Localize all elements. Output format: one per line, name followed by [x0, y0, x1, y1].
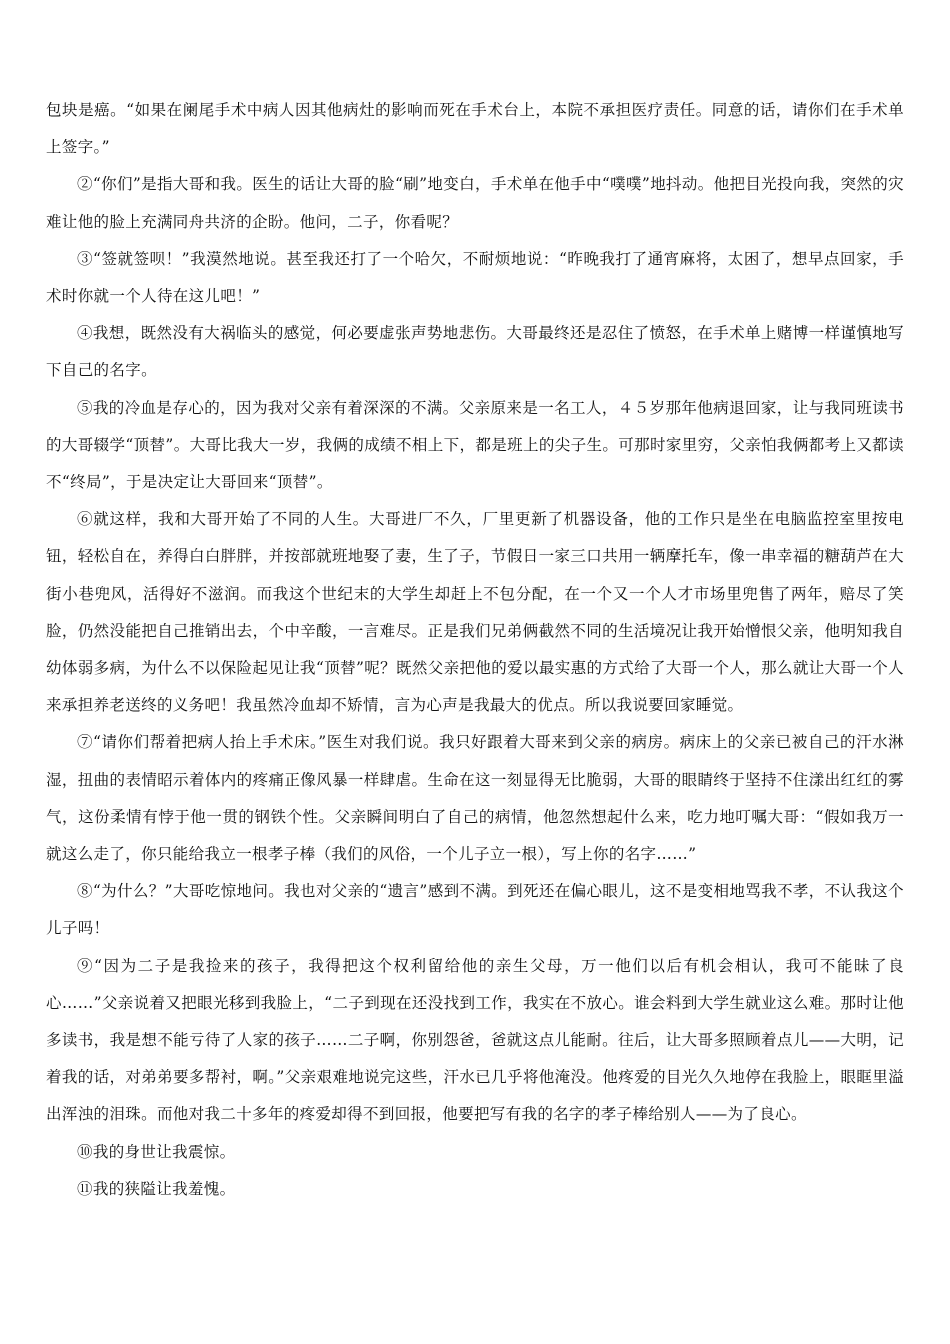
- paragraph-11: ⑪我的狭隘让我羞愧。: [77, 1179, 236, 1198]
- paragraph-8: ⑧“为什么？”大哥吃惊地问。我也对父亲的“遗言”感到不满。到死还在偏心眼儿，这不是变相地骂我不孝，不认我这个儿子吗！: [46, 882, 904, 938]
- paragraph-9: ⑨“因为二子是我捡来的孩子，我得把这个权利留给他的亲生父母，万一他们以后有机会相认，我可不能昧了良心……”父亲说着又把眼光移到我脸上，“二子到现在还没找到工作，我实在不放心。谁会料到大学生就业这么难。那时让他多读书，我是想不能亏待了人家的孩子……二子啊，你别怨爸，爸就这点儿能耐。往后，让大哥多照顾着点儿——大明，记着我的话，对弟弟要多帮衬，啊。”父亲艰难地说完这些，汗水已几乎将他淹没。他疼爱的目光久久地停在我脸上，眼眶里溢出浑浊的泪珠。而他对我二十多年的疼爱却得不到回报，他要把写有我的名字的孝子棒给别人——为了良心。: [46, 956, 904, 1124]
- paragraph-7: ⑦“请你们帮着把病人抬上手术床。”医生对我们说。我只好跟着大哥来到父亲的病房。病床上的父亲已被自己的汗水淋湿，扭曲的表情昭示着体内的疼痛正像风暴一样肆虐。生命在这一刻显得无比脆弱，大哥的眼睛终于坚持不住漾出红红的雾气，这份柔情有悖于他一贯的钢铁个性。父亲瞬间明白了自己的病情，他忽然想起什么来，吃力地叮嘱大哥：“假如我万一就这么走了，你只能给我立一根孝子棒（我们的风俗，一个儿子立一根），写上你的名字……”: [46, 733, 904, 864]
- paragraph-4: ④我想，既然没有大祸临头的感觉，何必要虚张声势地悲伤。大哥最终还是忍住了愤怒，在手术单上赌博一样谨慎地写下自己的名字。: [46, 324, 904, 380]
- paragraph-0: 包块是癌。“如果在阑尾手术中病人因其他病灶的影响而死在手术台上，本院不承担医疗责任。同意的话，请你们在手术单上签字。”: [46, 101, 904, 157]
- paragraph-6: ⑥就这样，我和大哥开始了不同的人生。大哥进厂不久，厂里更新了机器设备，他的工作只是坐在电脑监控室里按电钮，轻松自在，养得白白胖胖，并按部就班地娶了妻，生了子，节假日一家三口共用一辆摩托车，像一串幸福的糖葫芦在大街小巷兜风，活得好不滋润。而我这个世纪末的大学生却赶上不包分配，在一个又一个人才市场里兜售了两年，赔尽了笑脸，仍然没能把自己推销出去，个中辛酸，一言难尽。正是我们兄弟俩截然不同的生活境况让我开始憎恨父亲，他明知我自幼体弱多病，为什么不以保险起见让我“顶替”呢？既然父亲把他的爱以最实惠的方式给了大哥一个人，那么就让大哥一个人来承担养老送终的义务吧！我虽然冷血却不矫情，言为心声是我最大的优点。所以我说要回家睡觉。: [46, 510, 904, 715]
- paragraph-10: ⑩我的身世让我震惊。: [77, 1142, 236, 1161]
- paragraph-3: ③“签就签呗！”我漠然地说。甚至我还打了一个哈欠，不耐烦地说：“昨晚我打了通宵麻将，太困了，想早点回家，手术时你就一个人待在这儿吧！”: [46, 249, 904, 306]
- paragraph-5: ⑤我的冷血是存心的，因为我对父亲有着深深的不满。父亲原来是一名工人，４５岁那年他病退回家，让与我同班读书的大哥辍学“顶替”。大哥比我大一岁，我俩的成绩不相上下，都是班上的尖子生。可那时家里穷，父亲怕我俩都考上又都读不“终局”，于是决定让大哥回来“顶替”。: [46, 398, 904, 492]
- paragraph-2: ②“你们”是指大哥和我。医生的话让大哥的脸“刷”地变白，手术单在他手中“噗噗”地抖动。他把目光投向我，突然的灾难让他的脸上充满同舟共济的企盼。他问，二子，你看呢？: [46, 175, 904, 231]
